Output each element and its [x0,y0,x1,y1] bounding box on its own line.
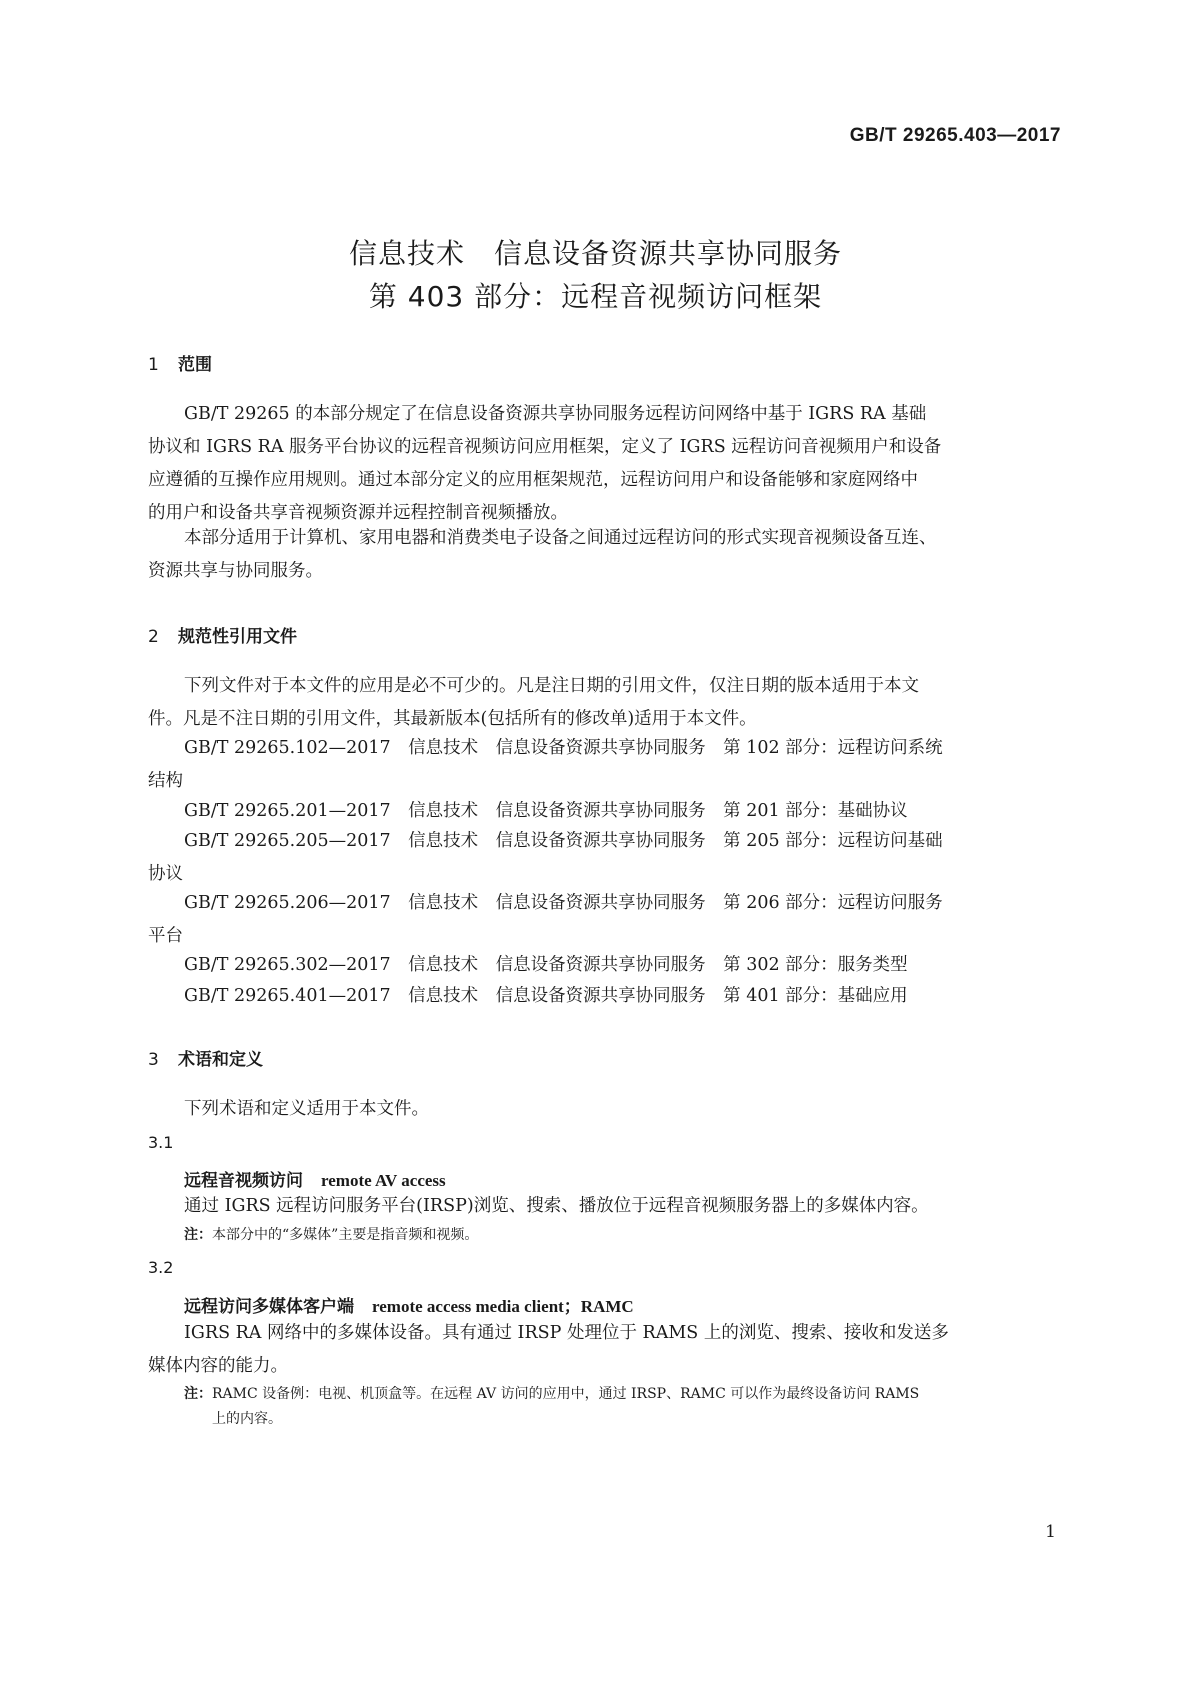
text-line: IGRS RA 网络中的多媒体设备。具有通过 IRSP 处理位于 RAMS 上的浏览、搜索、接收和发送多 [184,1323,949,1343]
term-note [184,1382,1044,1432]
section-title: 规范性引用文件 [178,627,297,647]
text-line: 协议和 IGRS RA 服务平台协议的远程音视频访问应用框架，定义了 IGRS 远程访问音视频用户和设备 [148,437,942,457]
term-note [184,1223,478,1248]
normative-reference [148,825,1053,891]
term-number: 3.2 [148,1258,174,1277]
section-1-paragraph-1 [148,398,1053,530]
section-1-heading [148,350,212,375]
text-line: 下列术语和定义适用于本文件。 [184,1099,429,1119]
text-line: 媒体内容的能力。 [148,1356,288,1376]
reference-line-continued: 平台 [148,926,183,946]
text-line: GB/T 29265 的本部分规定了在信息设备资源共享协同服务远程访问网络中基于 IGRS RA 基础 [184,404,927,424]
term-heading [184,1292,634,1317]
term-number: 3.1 [148,1133,174,1152]
note-text: 本部分中的“多媒体”主要是指音频和视频。 [212,1227,479,1243]
section-number: 1 [148,355,159,375]
term-definition [148,1190,1053,1223]
text-line: 应遵循的互操作应用规则。通过本部分定义的应用框架规范，远程访问用户和设备能够和家庭网络中 [148,470,918,490]
text-line: 下列文件对于本文件的应用是必不可少的。凡是注日期的引用文件，仅注日期的版本适用于本文 [184,676,919,696]
reference-line-continued: 结构 [148,771,183,791]
term-english: remote access media client；RAMC [372,1297,634,1316]
note-label: 注： [184,1386,212,1402]
page-number: 1 [1045,1522,1056,1542]
note-text-continued: 上的内容。 [212,1411,282,1427]
reference-line: GB/T 29265.201—2017 信息技术 信息设备资源共享协同服务 第 201 部分：基础协议 [184,801,908,821]
text-line: 的用户和设备共享音视频资源并远程控制音视频播放。 [148,503,568,523]
text-line: 资源共享与协同服务。 [148,561,323,581]
section-2-heading [148,622,297,647]
section-3-heading [148,1045,263,1070]
reference-line: GB/T 29265.401—2017 信息技术 信息设备资源共享协同服务 第 401 部分：基础应用 [184,986,908,1006]
document-title-line1: 信息技术 信息设备资源共享协同服务 [348,237,842,270]
normative-reference [148,732,1053,798]
note-label: 注： [184,1227,212,1243]
note-text: RAMC 设备例：电视、机顶盒等。在远程 AV 访问的应用中，通过 IRSP、RAMC 可以作为最终设备访问 RAMS [212,1386,920,1402]
reference-line: GB/T 29265.205—2017 信息技术 信息设备资源共享协同服务 第 205 部分：远程访问基础 [184,831,943,851]
term-chinese: 远程音视频访问 [184,1171,303,1191]
section-3-intro [148,1093,1053,1126]
section-2-intro [148,670,1053,736]
term-chinese: 远程访问多媒体客户端 [184,1297,354,1317]
section-number: 2 [148,627,159,647]
section-title: 术语和定义 [178,1050,263,1070]
normative-reference [148,795,1053,828]
term-definition [148,1317,1053,1383]
reference-line: GB/T 29265.302—2017 信息技术 信息设备资源共享协同服务 第 302 部分：服务类型 [184,955,908,975]
section-title: 范围 [178,355,212,375]
reference-line: GB/T 29265.102—2017 信息技术 信息设备资源共享协同服务 第 102 部分：远程访问系统 [184,738,943,758]
text-line: 通过 IGRS 远程访问服务平台(IRSP)浏览、搜索、播放位于远程音视频服务器上的多媒体内容。 [184,1196,929,1216]
text-line: 本部分适用于计算机、家用电器和消费类电子设备之间通过远程访问的形式实现音视频设备互连、 [184,528,937,548]
reference-line: GB/T 29265.206—2017 信息技术 信息设备资源共享协同服务 第 206 部分：远程访问服务 [184,893,943,913]
text-line: 件。凡是不注日期的引用文件，其最新版本(包括所有的修改单)适用于本文件。 [148,709,757,729]
term-heading [184,1166,446,1191]
term-english: remote AV access [321,1171,446,1190]
section-1-paragraph-2 [148,522,1053,588]
section-number: 3 [148,1050,159,1070]
document-title-line2: 第 403 部分：远程音视频访问框架 [368,280,823,313]
reference-line-continued: 协议 [148,864,183,884]
note-line [184,1382,1044,1407]
normative-reference [148,949,1053,982]
standard-number: GB/T 29265.403—2017 [849,125,1061,146]
normative-reference [148,887,1053,953]
normative-reference [148,980,1053,1013]
